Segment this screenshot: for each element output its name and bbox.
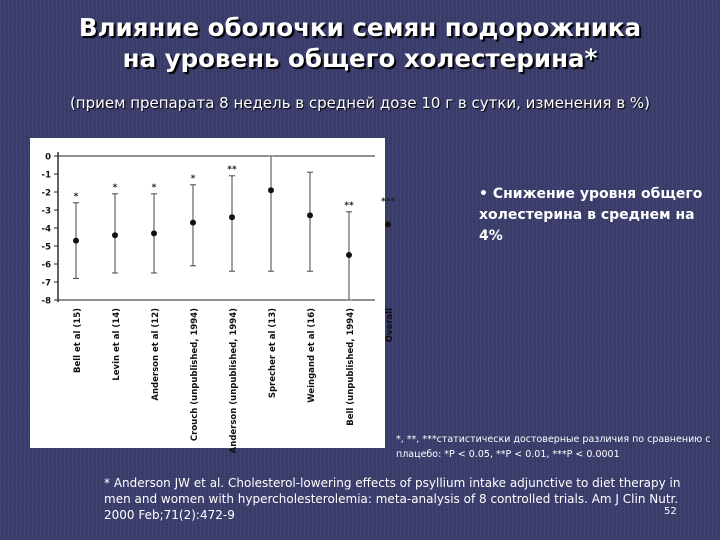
slide-title	[20, 12, 700, 74]
y-tick-label: -6	[41, 260, 51, 271]
x-category-label: Anderson (unpublished, 1994)	[229, 308, 239, 454]
title-line-2-main: на уровень общего холестерина	[122, 44, 585, 73]
x-category-label: Sprecher et al (13)	[268, 308, 278, 399]
y-tick-label: -4	[41, 224, 51, 235]
slide-number: 52	[664, 506, 677, 517]
x-category-label: Anderson et al (12)	[151, 308, 161, 401]
data-point	[307, 212, 313, 218]
significance-marker: *	[151, 182, 157, 193]
title-line-2	[20, 43, 700, 74]
bullet-text: Снижение уровня общего холестерина в среднем на 4%	[479, 186, 703, 244]
data-point	[385, 221, 391, 227]
data-point	[229, 214, 235, 220]
significance-marker: **	[227, 164, 237, 175]
x-category-label: Weingand et al (16)	[307, 308, 317, 403]
y-tick-label: -3	[41, 206, 51, 217]
data-point	[346, 252, 352, 258]
chart-panel	[30, 138, 396, 454]
y-tick-label: -5	[41, 242, 51, 253]
bullet-icon: •	[479, 186, 493, 202]
y-tick-label: -8	[41, 296, 51, 307]
significance-note: *, **, ***статистически достоверные различия по сравнению с плацебо: *P < 0.05, **P < 0.01, ***P < 0.0001	[396, 434, 711, 460]
significance-marker: ***	[380, 197, 396, 208]
data-point	[73, 238, 79, 244]
title-line-1: Влияние оболочки семян подорожника	[78, 13, 642, 42]
y-tick-label: -7	[41, 278, 51, 289]
x-category-label: Crouch (unpublished, 1994)	[190, 308, 200, 442]
reference-note: * Anderson JW et al. Cholesterol-lowering effects of psyllium intake adjunctive to diet therapy in men and women with hypercholesterolemia: meta-analysis of 8 controlled trials. Am J Clin Nutr. 2000 Feb;71(2):472-9	[104, 476, 681, 522]
data-point	[268, 187, 274, 193]
significance-marker: *	[112, 182, 118, 193]
slide-subtitle: (прием препарата 8 недель в средней дозе 10 г в сутки, изменения в %)	[69, 94, 651, 112]
x-category-label: Overall	[385, 308, 395, 343]
y-tick-label: -2	[41, 188, 51, 199]
data-point	[190, 220, 196, 226]
y-tick-label: -1	[41, 170, 51, 181]
x-category-label: Bell et al (15)	[73, 308, 83, 374]
summary-bullet	[479, 184, 704, 247]
data-point	[112, 232, 118, 238]
forest-plot	[30, 138, 396, 454]
x-category-label: Bell (unpublished, 1994)	[346, 308, 356, 426]
significance-marker: *	[190, 173, 196, 184]
x-category-label: Levin et al (14)	[112, 308, 122, 381]
significance-marker: **	[344, 200, 354, 211]
title-footnote-mark: *	[584, 44, 598, 73]
data-point	[151, 230, 157, 236]
significance-marker: *	[73, 191, 79, 202]
y-tick-label: 0	[45, 152, 51, 163]
